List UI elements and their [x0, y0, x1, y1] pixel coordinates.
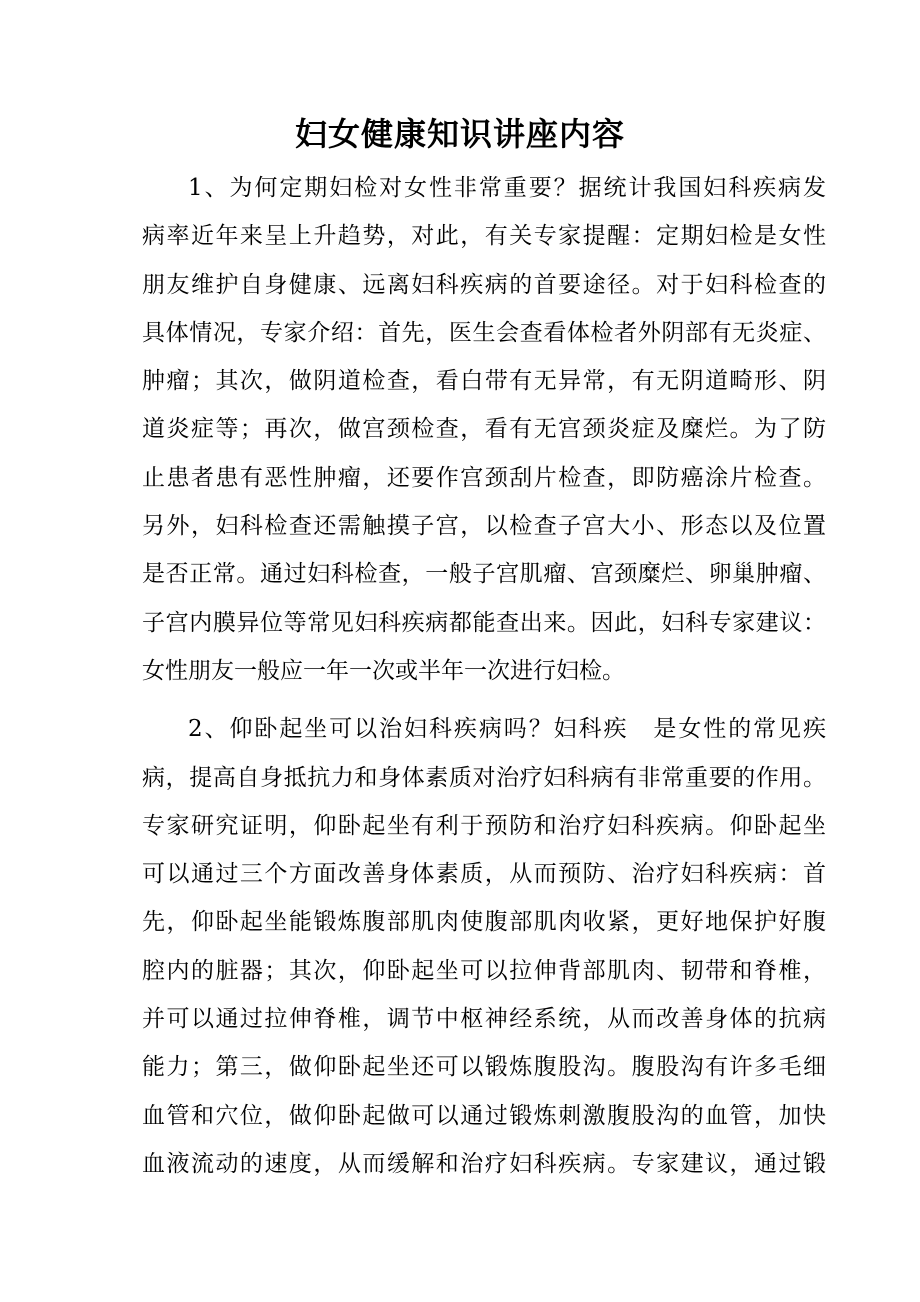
paragraph-line: 血管和穴位，做仰卧起做可以通过锻炼刺激腹股沟的血管，加快 [142, 1102, 826, 1129]
paragraph-line: 肿瘤；其次，做阴道检查，看白带有无异常，有无阴道畸形、阴 [142, 368, 826, 395]
paragraph-line: 道炎症等；再次，做宫颈检查，看有无宫颈炎症及糜烂。为了防 [142, 416, 826, 443]
paragraph-line: 子宫内膜异位等常见妇科疾病都能查出来。因此，妇科专家建议： [142, 609, 826, 636]
document-body [142, 164, 826, 1188]
paragraph-spacer [142, 695, 826, 705]
paragraph-line: 朋友维护自身健康、远离妇科疾病的首要途径。对于妇科检查的 [142, 271, 826, 298]
paragraph-line: 可以通过三个方面改善身体素质，从而预防、治疗妇科疾病：首 [142, 861, 826, 888]
paragraph-line: 具体情况，专家介绍：首先，医生会查看体检者外阴部有无炎症、 [142, 319, 826, 346]
paragraph-line: 血液流动的速度，从而缓解和治疗妇科疾病。专家建议，通过锻 [142, 1150, 826, 1177]
paragraph-line: 1、为何定期妇检对女性非常重要？据统计我国妇科疾病发 [188, 175, 826, 201]
paragraph-line: 能力；第三，做仰卧起坐还可以锻炼腹股沟。腹股沟有许多毛细 [142, 1054, 826, 1081]
paragraph-line: 腔内的脏器；其次，仰卧起坐可以拉伸背部肌肉、韧带和脊椎， [142, 957, 826, 984]
paragraph-line: 病率近年来呈上升趋势，对此，有关专家提醒：定期妇检是女性 [142, 223, 826, 250]
paragraph-line: 2、仰卧起坐可以治妇科疾病吗？妇科疾 是女性的常见疾 [188, 716, 826, 743]
document-title: 妇女健康知识讲座内容 [294, 115, 625, 153]
paragraph-line: 病，提高自身抵抗力和身体素质对治疗妇科病有非常重要的作用。 [142, 764, 826, 791]
paragraph-1 [142, 164, 826, 695]
paragraph-line: 先，仰卧起坐能锻炼腹部肌肉使腹部肌肉收紧，更好地保护好腹 [142, 909, 826, 936]
paragraph-line: 女性朋友一般应一年一次或半年一次进行妇检。 [142, 657, 625, 684]
paragraph-line: 止患者患有恶性肿瘤，还要作宫颈刮片检查，即防癌涂片检查。 [142, 464, 826, 491]
paragraph-line: 另外，妇科检查还需触摸子宫，以检查子宫大小、形态以及位置 [142, 513, 826, 540]
paragraph-2 [142, 705, 826, 1188]
paragraph-line: 专家研究证明，仰卧起坐有利于预防和治疗妇科疾病。仰卧起坐 [142, 812, 826, 839]
paragraph-line: 是否正常。通过妇科检查，一般子宫肌瘤、宫颈糜烂、卵巢肿瘤、 [142, 561, 826, 588]
paragraph-line: 并可以通过拉伸脊椎，调节中枢神经系统，从而改善身体的抗病 [142, 1006, 826, 1033]
